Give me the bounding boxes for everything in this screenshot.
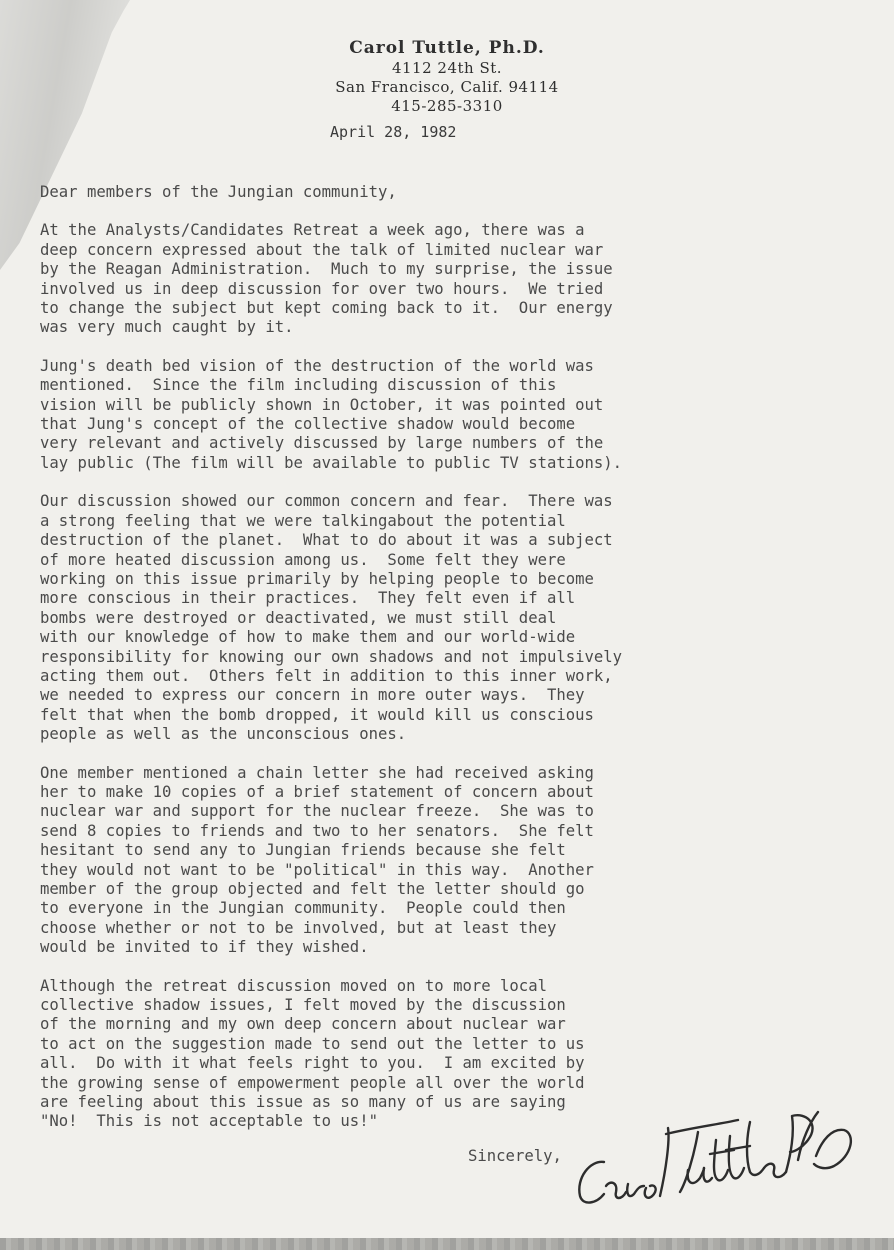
- text-line: One member mentioned a chain letter she had received asking: [40, 763, 594, 782]
- text-line: very relevant and actively discussed by large numbers of the: [40, 434, 604, 453]
- text-line: collective shadow issues, I felt moved by the discussion: [40, 996, 566, 1015]
- text-line: was very much caught by it.: [40, 318, 294, 337]
- text-line: of more heated discussion among us. Some felt they were: [40, 550, 566, 569]
- text-line: the growing sense of empowerment people all over the world: [40, 1073, 585, 1092]
- text-line: we needed to express our concern in more outer ways. They: [40, 686, 585, 705]
- text-line: people as well as the unconscious ones.: [40, 725, 407, 744]
- paragraph-1: [40, 221, 780, 337]
- text-line: "No! This is not acceptable to us!": [40, 1112, 378, 1131]
- letter-date: April 28, 1982: [330, 123, 457, 141]
- text-line: vision will be publicly shown in October, it was pointed out: [40, 395, 604, 414]
- closing: Sincerely,: [468, 1147, 562, 1165]
- text-line: mentioned. Since the film including discussion of this: [40, 376, 557, 395]
- text-line: of the morning and my own deep concern about nuclear war: [40, 1015, 566, 1034]
- text-line: Jung's death bed vision of the destruction of the world was: [40, 356, 594, 375]
- text-line: responsibility for knowing our own shadows and not impulsively: [40, 647, 623, 666]
- text-line: choose whether or not to be involved, but at least they: [40, 918, 557, 937]
- letterhead-city: San Francisco, Calif. 94114: [335, 78, 559, 96]
- text-line: involved us in deep discussion for over two hours. We tried: [40, 279, 604, 298]
- text-line: that Jung's concept of the collective shadow would become: [40, 415, 576, 434]
- text-line: acting them out. Others felt in addition to this inner work,: [40, 666, 613, 685]
- text-line: more conscious in their practices. They felt even if all: [40, 589, 576, 608]
- letterhead-street: 4112 24th St.: [391, 59, 503, 77]
- text-line: to everyone in the Jungian community. People could then: [40, 899, 566, 918]
- text-line: Although the retreat discussion moved on to more local: [40, 976, 547, 995]
- text-line: to act on the suggestion made to send out the letter to us: [40, 1034, 585, 1053]
- text-line: hesitant to send any to Jungian friends because she felt: [40, 841, 566, 860]
- text-line: a strong feeling that we were talkingabout the potential: [40, 511, 566, 530]
- text-line: are feeling about this issue as so many of us are saying: [40, 1093, 566, 1112]
- text-line: working on this issue primarily by helping people to become: [40, 569, 594, 588]
- letterhead-name: Carol Tuttle, Ph.D.: [349, 38, 545, 58]
- letter-body: [40, 183, 780, 1151]
- salutation: [40, 183, 780, 202]
- text-line: member of the group objected and felt the letter should go: [40, 880, 585, 898]
- text-line: At the Analysts/Candidates Retreat a week ago, there was a: [40, 221, 585, 240]
- text-line: would be invited to if they wished.: [40, 938, 369, 957]
- text-line: deep concern expressed about the talk of limited nuclear war: [40, 240, 604, 259]
- letterhead: [0, 38, 894, 116]
- text-line: with our knowledge of how to make them and our world-wide: [40, 628, 576, 647]
- text-line: felt that when the bomb dropped, it would kill us conscious: [40, 705, 594, 724]
- handwritten-signature: [570, 1100, 860, 1215]
- text-line: her to make 10 copies of a brief statement of concern about: [40, 782, 594, 801]
- paragraph-4: [40, 764, 780, 958]
- letterhead-phone: 415-285-3310: [391, 97, 503, 115]
- text-line: nuclear war and support for the nuclear freeze. She was to: [40, 802, 594, 821]
- text-line: Our discussion showed our common concern and fear. There was: [40, 492, 613, 511]
- text-line: send 8 copies to friends and two to her senators. She felt: [40, 821, 594, 840]
- paragraph-2: [40, 357, 780, 473]
- text-line: to change the subject but kept coming back to it. Our energy: [40, 299, 613, 318]
- text-line: destruction of the planet. What to do about it was a subject: [40, 531, 613, 550]
- bottom-edge: [0, 1238, 894, 1250]
- text-line: they would not want to be "political" in this way. Another: [40, 860, 594, 879]
- salutation-line: Dear members of the Jungian community,: [40, 183, 397, 201]
- text-line: all. Do with it what feels right to you. I am excited by: [40, 1054, 585, 1073]
- paragraph-3: [40, 492, 780, 744]
- text-line: bombs were destroyed or deactivated, we must still deal: [40, 608, 557, 627]
- text-line: by the Reagan Administration. Much to my surprise, the issue: [40, 260, 613, 279]
- text-line: lay public (The film will be available to public TV stations).: [40, 453, 623, 472]
